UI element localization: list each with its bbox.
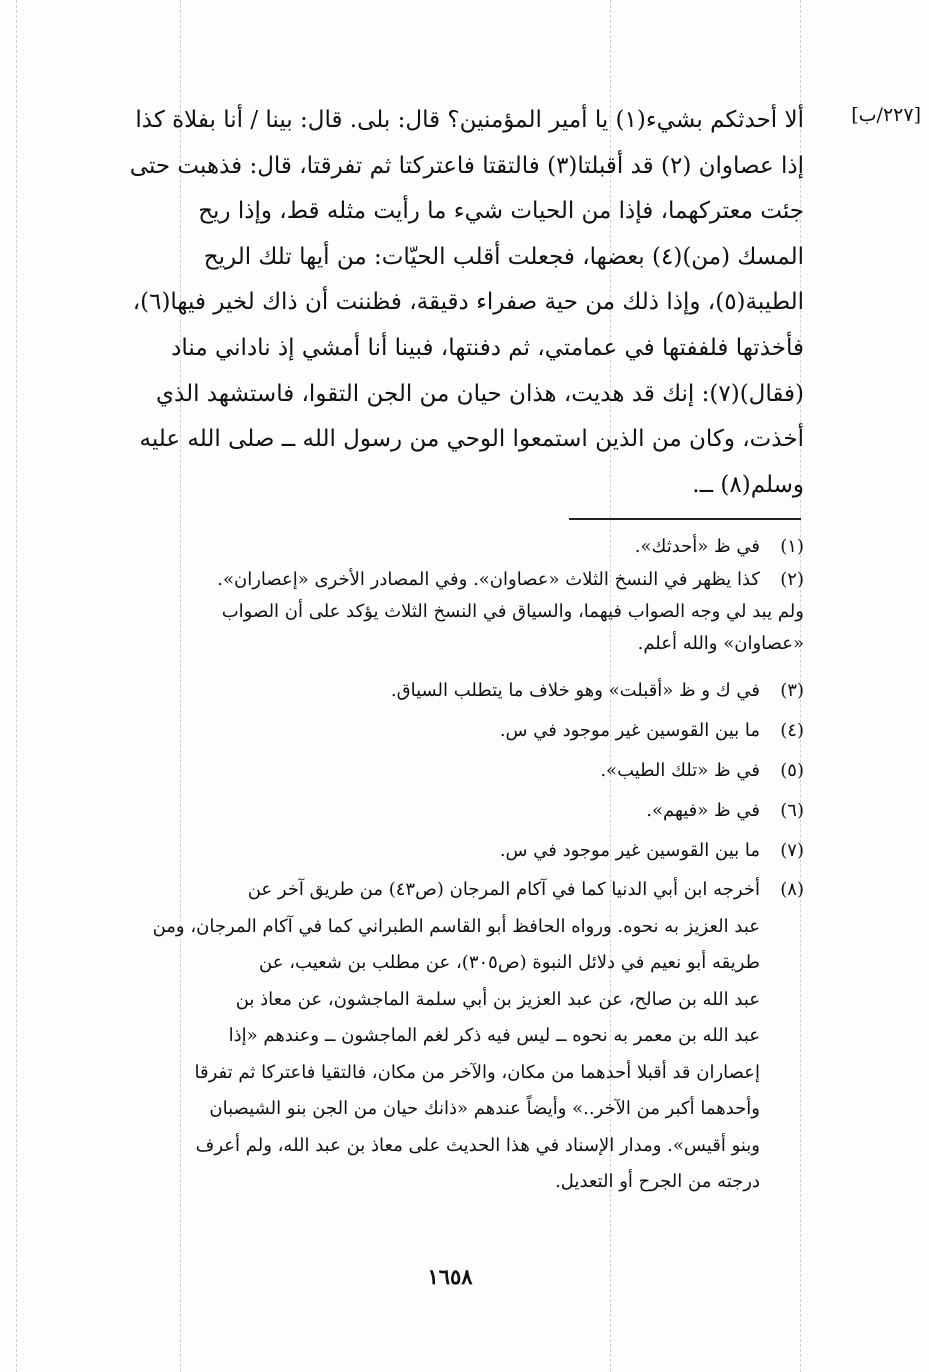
footnote-number: (٣) [780, 680, 804, 701]
footnotes [104, 532, 804, 1201]
footnote-5 [104, 756, 804, 786]
footnote-number: (٧) [780, 840, 804, 861]
main-text-line: إذا عصاوان (٢) قد أقبلتا(٣) فالتقتا فاعتركتا ثم تفرقتا، قال: فذهبت حتى [129, 152, 804, 179]
footnote-number: (٥) [780, 760, 804, 781]
footnote-line: وأحدهما أكبر من الآخر..» وأيضاً عندهم «ذانك حيان من الجن بنو الشيصبان [209, 1098, 760, 1119]
folio-marker: [٢٢٧/ب] [851, 104, 921, 126]
footnote-line: «عصاوان» والله أعلم. [637, 633, 804, 654]
footnote-line: ما بين القوسين غير موجود في س. [499, 720, 760, 741]
footnote-7 [104, 836, 804, 866]
footnote-line: في ظ «أحدثك». [634, 536, 760, 557]
footnote-number: (١) [780, 536, 804, 557]
footnote-line: ولم يبد لي وجه الصواب فيهما، والسياق في النسخ الثلاث يؤكد على أن الصواب [221, 601, 804, 622]
footnote-2 [104, 564, 804, 660]
footnote-number: (٦) [780, 800, 804, 821]
main-text-line: جئت معتركهما، فإذا من الحيات شيء ما رأيت مثله قط، وإذا ريح [198, 198, 804, 225]
main-text-line: (فقال)(٧): إنك قد هديت، هذان حيان من الجن التقوا، فاستشهد الذي [156, 380, 804, 407]
footnote-line: في ظ «فيهم». [646, 800, 760, 821]
footnote-line: وبنو أقيس». ومدار الإسناد في هذا الحديث على معاذ بن عبد الله، ولم أعرف [195, 1134, 760, 1156]
footnote-number: (٤) [780, 720, 804, 741]
main-text-line: ألا أحدثكم بشيء(١) يا أمير المؤمنين؟ قال: بلى. قال: بينا / أنا بفلاة كذا [135, 107, 804, 133]
footnote-3 [104, 676, 804, 706]
main-text-line: الطيبة(٥)، وإذا ذلك من حية صفراء دقيقة، فظننت أن ذاك لخير فيها(٦)، [132, 289, 804, 316]
footnote-line: كذا يظهر في النسخ الثلاث «عصاوان». وفي المصادر الأخرى «إعصاران». [217, 569, 760, 590]
footnote-line: عبد الله بن صالح، عن عبد العزيز بن أبي سلمة الماجشون، عن معاذ بن [235, 988, 760, 1010]
main-text [112, 98, 804, 508]
scan-guide-line [16, 0, 17, 1372]
footnote-number: (٨) [780, 879, 804, 900]
footnote-line: طريقه أبو نعيم في دلائل النبوة (ص٣٠٥)، عن مطلب بن شعيب، عن [259, 952, 760, 973]
page-number: ١٦٥٨ [427, 1264, 473, 1289]
footnote-line: إعصاران قد أقبلا أحدهما من مكان، والآخر من مكان، فالتقيا فاعتركا ثم تفرقا [194, 1061, 760, 1083]
footnote-4 [104, 716, 804, 746]
footnote-separator [569, 518, 801, 520]
footnote-6 [104, 796, 804, 826]
footnote-line: في ك و ظ «أقبلت» وهو خلاف ما يتطلب السياق. [390, 680, 760, 701]
footnote-line: عبد العزيز به نحوه. ورواه الحافظ أبو القاسم الطبراني كما في آكام المرجان، ومن [152, 915, 760, 937]
main-text-line: المسك (من)(٤) بعضها، فجعلت أقلب الحيّات: من أيها تلك الريح [203, 243, 804, 270]
footnote-line: درجته من الجرح أو التعديل. [555, 1171, 760, 1192]
footnote-8 [104, 872, 804, 1201]
main-text-line: أخذت، وكان من الذين استمعوا الوحي من رسول الله ــ صلى الله عليه [139, 426, 804, 453]
footnote-line: ما بين القوسين غير موجود في س. [499, 840, 760, 861]
footnote-line: أخرجه ابن أبي الدنيا كما في آكام المرجان (ص٤٣) من طريق آخر عن [247, 879, 760, 900]
main-text-line: وسلم(٨) ــ. [692, 471, 804, 498]
footnote-line: عبد الله بن معمر به نحوه ــ ليس فيه ذكر لغم الماجشون ــ وعندهم «إذا [228, 1025, 760, 1046]
main-text-line: فأخذتها فلففتها في عمامتي، ثم دفنتها، فبينا أنا أمشي إذ ناداني مناد [171, 334, 804, 361]
footnote-line: في ظ «تلك الطيب». [600, 760, 760, 781]
footnote-number: (٢) [780, 569, 804, 590]
footnote-1 [104, 532, 804, 562]
